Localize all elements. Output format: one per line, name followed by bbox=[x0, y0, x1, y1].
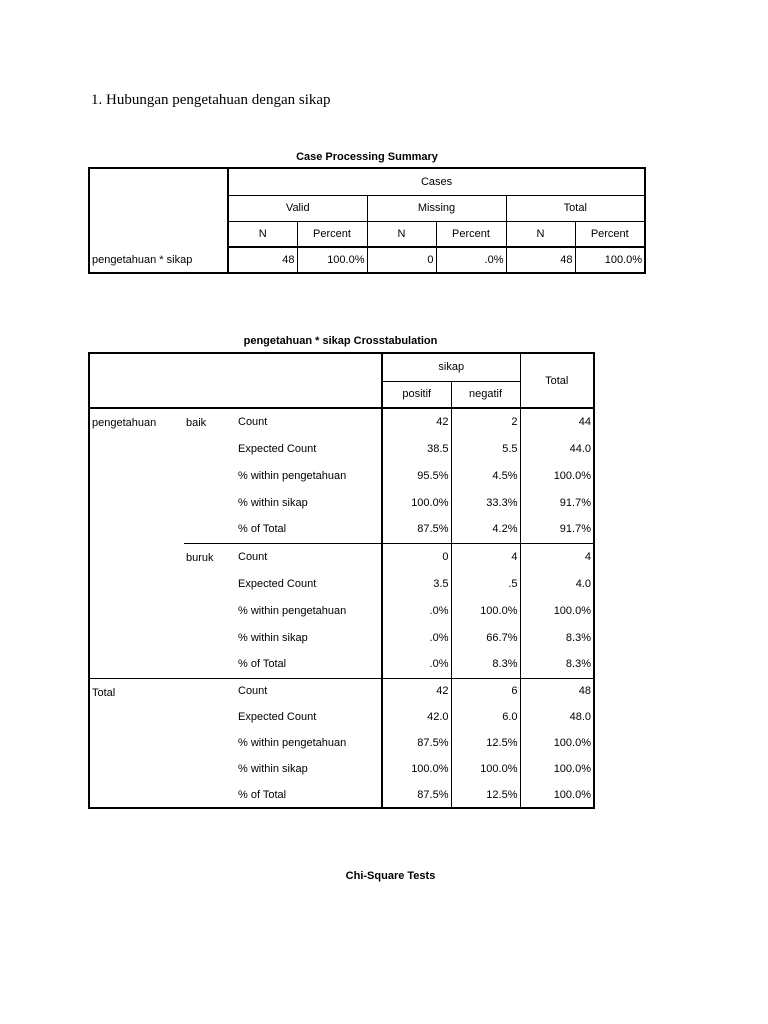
cell-negatif: 5.5 bbox=[451, 435, 520, 462]
case-summary-value: 0 bbox=[367, 247, 436, 273]
percent-header: Percent bbox=[436, 221, 506, 247]
case-summary-title: Case Processing Summary bbox=[296, 151, 438, 163]
cell-negatif: 4.2% bbox=[451, 516, 520, 543]
cell-total: 4 bbox=[520, 543, 594, 570]
case-summary-row-label: pengetahuan * sikap bbox=[89, 247, 228, 273]
cell-total: 48 bbox=[520, 678, 594, 704]
cell-total: 8.3% bbox=[520, 624, 594, 651]
cell-negatif: 66.7% bbox=[451, 624, 520, 651]
cell-positif: 0 bbox=[382, 543, 451, 570]
cell-total: 100.0% bbox=[520, 597, 594, 624]
stat-label: % within sikap bbox=[236, 624, 382, 651]
cell-negatif: 12.5% bbox=[451, 782, 520, 808]
stat-label: % of Total bbox=[236, 651, 382, 678]
stat-label: Expected Count bbox=[236, 570, 382, 597]
cell-total: 100.0% bbox=[520, 782, 594, 808]
cell-positif: 87.5% bbox=[382, 782, 451, 808]
n-header: N bbox=[506, 221, 575, 247]
crosstab-corner bbox=[89, 353, 382, 408]
cases-header: Cases bbox=[228, 168, 645, 195]
sikap-header: sikap bbox=[382, 353, 520, 381]
crosstab-title: pengetahuan * sikap Crosstabulation bbox=[243, 335, 438, 347]
stat-label: % within sikap bbox=[236, 489, 382, 516]
cell-positif: .0% bbox=[382, 624, 451, 651]
total-header: Total bbox=[506, 195, 645, 221]
percent-header: Percent bbox=[575, 221, 645, 247]
cell-total: 4.0 bbox=[520, 570, 594, 597]
cell-negatif: 12.5% bbox=[451, 730, 520, 756]
cell-positif: .0% bbox=[382, 597, 451, 624]
stat-label: Count bbox=[236, 678, 382, 704]
group-label-buruk: buruk bbox=[184, 543, 236, 678]
group-label-baik: baik bbox=[186, 417, 207, 429]
cell-positif: 42.0 bbox=[382, 704, 451, 730]
case-summary-value: 48 bbox=[506, 247, 575, 273]
stat-label: % within pengetahuan bbox=[236, 597, 382, 624]
cell-total: 91.7% bbox=[520, 516, 594, 543]
case-summary-value: .0% bbox=[436, 247, 506, 273]
stat-label: % within sikap bbox=[236, 756, 382, 782]
cell-positif: 87.5% bbox=[382, 730, 451, 756]
cell-positif: 95.5% bbox=[382, 462, 451, 489]
case-summary-table bbox=[88, 167, 646, 274]
cell-positif: 100.0% bbox=[382, 756, 451, 782]
cell-total: 48.0 bbox=[520, 704, 594, 730]
cell-negatif: 8.3% bbox=[451, 651, 520, 678]
crosstab-table bbox=[88, 352, 595, 809]
cell-positif: 3.5 bbox=[382, 570, 451, 597]
cell-total: 8.3% bbox=[520, 651, 594, 678]
cell-negatif: 2 bbox=[451, 408, 520, 435]
case-summary-value: 48 bbox=[228, 247, 297, 273]
cell-negatif: 4.5% bbox=[451, 462, 520, 489]
cell-total: 44.0 bbox=[520, 435, 594, 462]
stat-label: Expected Count bbox=[236, 435, 382, 462]
missing-header: Missing bbox=[367, 195, 506, 221]
total-row-label: Total bbox=[89, 678, 236, 808]
case-summary-corner bbox=[89, 168, 228, 247]
cell-total: 100.0% bbox=[520, 730, 594, 756]
cell-positif: 42 bbox=[382, 408, 451, 435]
percent-header: Percent bbox=[297, 221, 367, 247]
cell-negatif: 100.0% bbox=[451, 597, 520, 624]
cell-total: 100.0% bbox=[520, 756, 594, 782]
chi-square-title: Chi-Square Tests bbox=[345, 870, 436, 882]
negatif-header: negatif bbox=[451, 381, 520, 408]
case-summary-value: 100.0% bbox=[575, 247, 645, 273]
cell-positif: 38.5 bbox=[382, 435, 451, 462]
total-col-header: Total bbox=[520, 353, 594, 408]
cell-negatif: 4 bbox=[451, 543, 520, 570]
cell-positif: 100.0% bbox=[382, 489, 451, 516]
stat-label: Count bbox=[236, 408, 382, 435]
case-summary-value: 100.0% bbox=[297, 247, 367, 273]
cell-negatif: 33.3% bbox=[451, 489, 520, 516]
cell-negatif: 100.0% bbox=[451, 756, 520, 782]
pengetahuan-label: pengetahuan bbox=[89, 408, 184, 678]
cell-negatif: 6 bbox=[451, 678, 520, 704]
n-header: N bbox=[228, 221, 297, 247]
stat-label: % within pengetahuan bbox=[236, 462, 382, 489]
valid-header: Valid bbox=[228, 195, 367, 221]
cell-negatif: .5 bbox=[451, 570, 520, 597]
cell-positif: 87.5% bbox=[382, 516, 451, 543]
stat-label: % of Total bbox=[236, 782, 382, 808]
cell-total: 44 bbox=[520, 408, 594, 435]
n-header: N bbox=[367, 221, 436, 247]
cell-total: 91.7% bbox=[520, 489, 594, 516]
cell-total: 100.0% bbox=[520, 462, 594, 489]
stat-label: Expected Count bbox=[236, 704, 382, 730]
cell-positif: .0% bbox=[382, 651, 451, 678]
cell-positif: 42 bbox=[382, 678, 451, 704]
stat-label: % within pengetahuan bbox=[236, 730, 382, 756]
positif-header: positif bbox=[382, 381, 451, 408]
stat-label: % of Total bbox=[236, 516, 382, 543]
stat-label: Count bbox=[236, 543, 382, 570]
page-heading: 1. Hubungan pengetahuan dengan sikap bbox=[91, 92, 331, 108]
cell-negatif: 6.0 bbox=[451, 704, 520, 730]
